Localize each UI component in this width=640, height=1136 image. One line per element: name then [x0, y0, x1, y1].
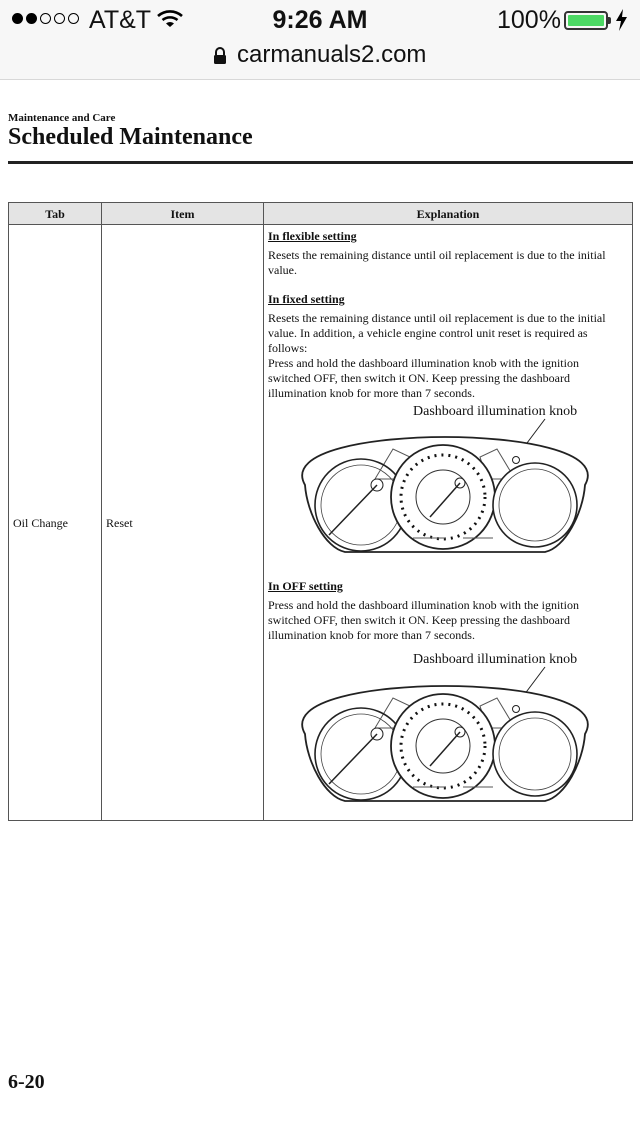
header-item: Item — [170, 207, 195, 221]
off-setting-block — [268, 579, 618, 643]
column-divider — [101, 203, 102, 820]
battery-icon — [564, 11, 608, 30]
flexible-heading: In flexible setting — [268, 229, 357, 243]
title-divider — [8, 161, 633, 164]
fixed-heading: In fixed setting — [268, 292, 345, 306]
flexible-text: Resets the remaining distance until oil replacement is due to the initial value. — [268, 248, 606, 277]
off-text: Press and hold the dashboard illumination knob with the ignition switched OFF, then switch it ON. Keep pressing the dashboard illumination knob for more than 7 seconds. — [268, 598, 579, 642]
clock: 9:26 AM — [272, 6, 368, 34]
cell-item: Reset — [106, 516, 133, 530]
battery-tip — [608, 17, 611, 24]
explanation-cell — [268, 229, 618, 401]
header-explanation: Explanation — [416, 207, 480, 221]
figure-label-off: Dashboard illumination knob — [413, 652, 578, 667]
cell-tab: Oil Change — [13, 516, 68, 530]
section-label: Maintenance and Care — [8, 112, 116, 124]
maintenance-table — [8, 202, 633, 821]
instrument-cluster-figure — [265, 684, 625, 814]
off-heading: In OFF setting — [268, 579, 343, 593]
fixed-text: Resets the remaining distance until oil replacement is due to the initial value. In addition, a vehicle engine control unit reset is required as follows: — [268, 311, 606, 355]
status-bar — [0, 0, 640, 40]
battery-percentage: 100% — [497, 6, 561, 34]
header-tab: Tab — [45, 207, 65, 221]
url-text[interactable]: carmanuals2.com — [237, 41, 427, 68]
fixed-instructions: Press and hold the dashboard illumination knob with the ignition switched OFF, then switch it ON. Keep pressing the dashboard illumination knob for more than 7 seconds. — [268, 356, 579, 400]
figure-label-fixed: Dashboard illumination knob — [413, 404, 578, 419]
lock-icon — [213, 47, 227, 70]
instrument-cluster-figure — [265, 435, 625, 565]
page-title: Scheduled Maintenance — [8, 124, 253, 150]
page-number: 6-20 — [8, 1071, 45, 1093]
charging-bolt-icon — [616, 9, 628, 36]
address-bar[interactable] — [0, 40, 640, 80]
carrier-label: AT&T — [89, 6, 152, 34]
table-header — [9, 203, 632, 225]
column-divider — [263, 203, 264, 820]
